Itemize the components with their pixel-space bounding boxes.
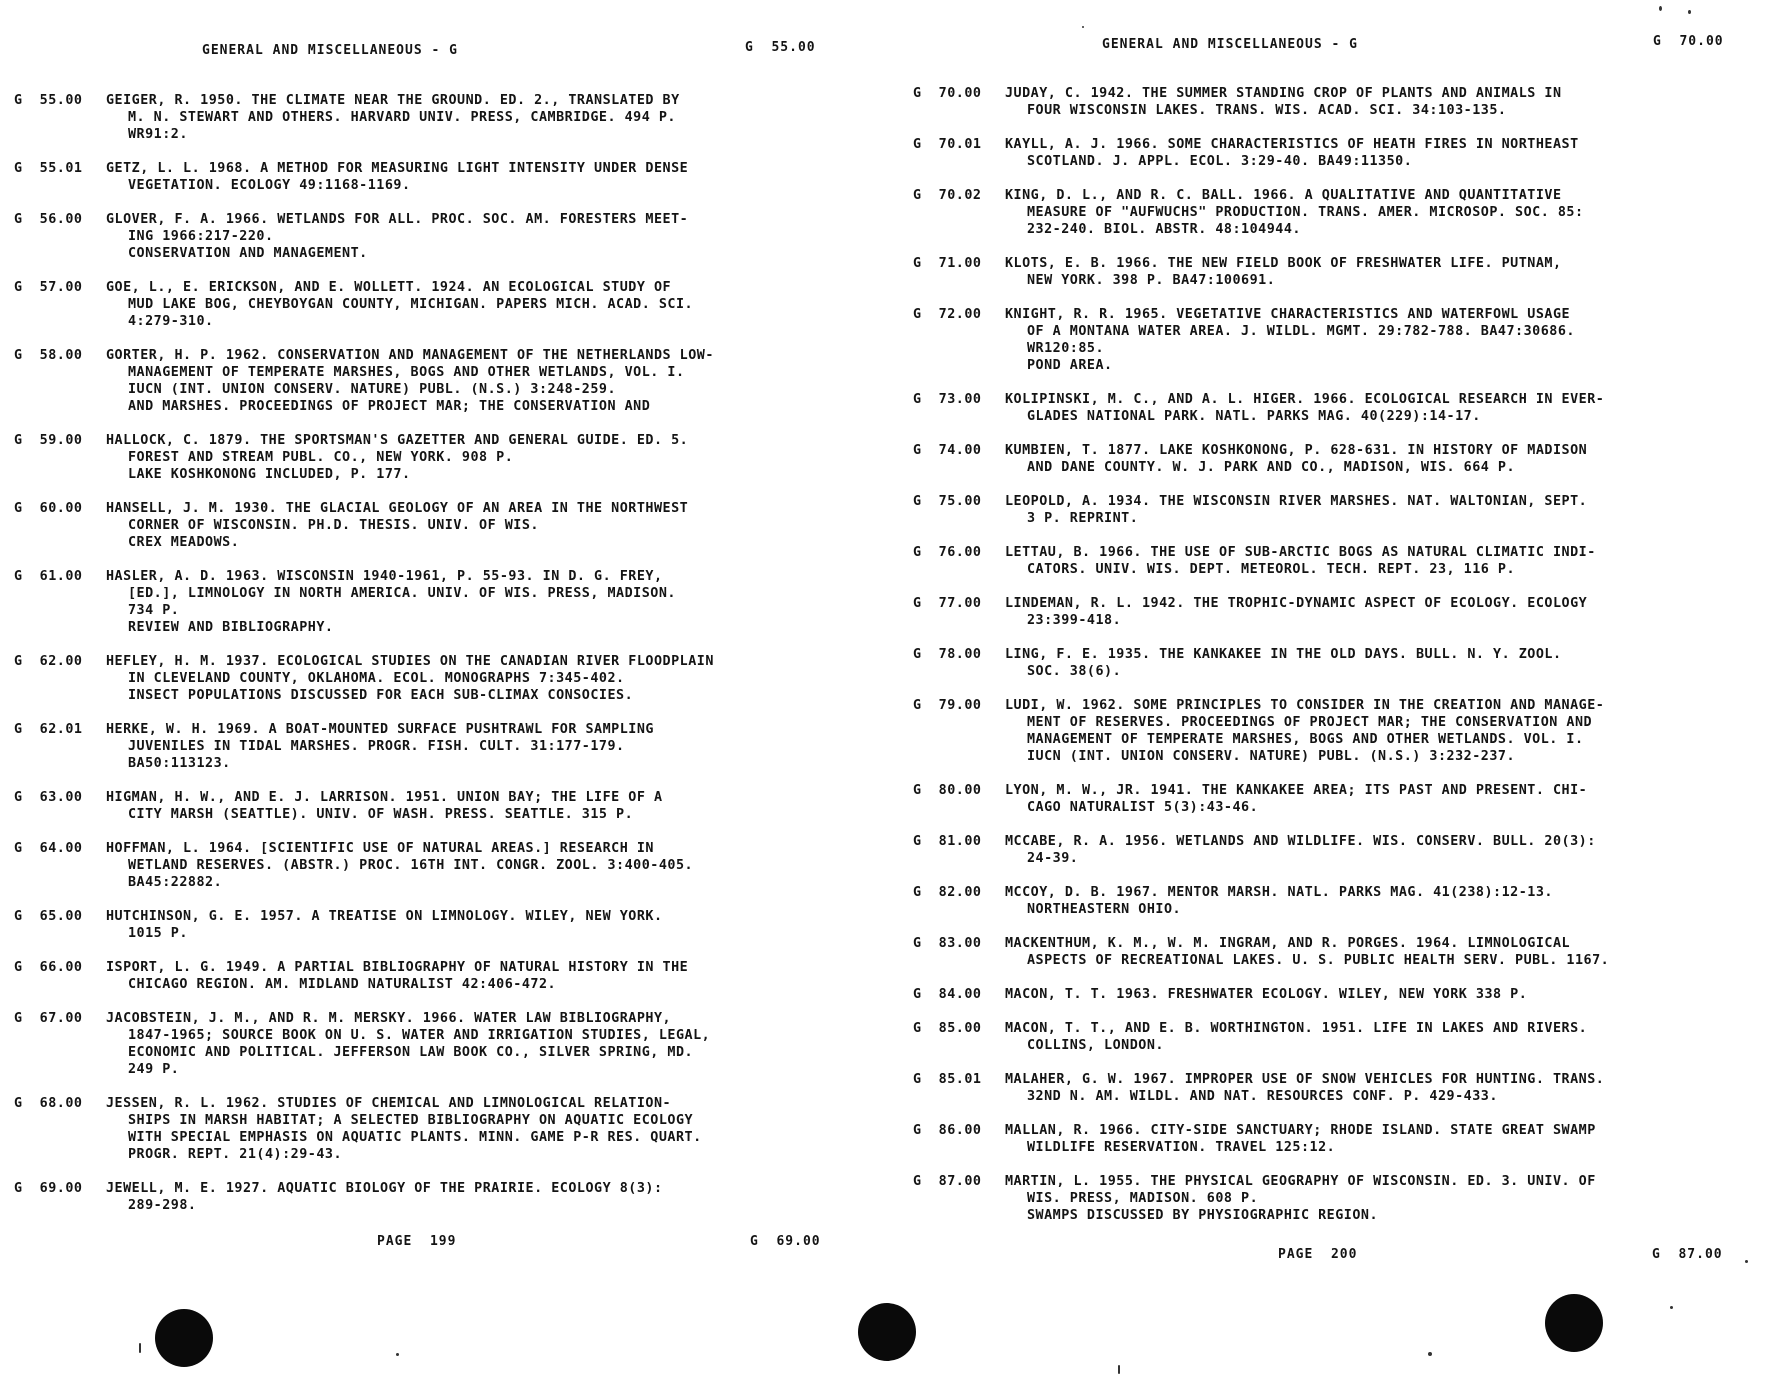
citation-line: HIGMAN, H. W., AND E. J. LARRISON. 1951. UNION BAY; THE LIFE OF A	[106, 790, 663, 805]
bibliography-entry	[913, 544, 1785, 578]
entry-code: G 70.00	[913, 86, 982, 101]
entry-code: G 70.02	[913, 188, 982, 203]
citation-line: FOREST AND STREAM PUBL. CO., NEW YORK. 908 P.	[128, 450, 514, 465]
bibliography-entry	[14, 840, 874, 891]
citation-line: BA50:113123.	[128, 756, 231, 771]
bibliography-entry	[913, 833, 1785, 867]
entry-code: G 67.00	[14, 1011, 83, 1026]
citation-line: MCCOY, D. B. 1967. MENTOR MARSH. NATL. PARKS MAG. 41(238):12-13.	[1005, 885, 1553, 900]
bibliography-entry	[913, 1173, 1785, 1224]
citation-line: M. N. STEWART AND OTHERS. HARVARD UNIV. PRESS, CAMBRIDGE. 494 P.	[128, 110, 676, 125]
citation-line: MACON, T. T. 1963. FRESHWATER ECOLOGY. WILEY, NEW YORK 338 P.	[1005, 987, 1528, 1002]
entry-code: G 59.00	[14, 433, 83, 448]
citation-line: KUMBIEN, T. 1877. LAKE KOSHKONONG, P. 628-631. IN HISTORY OF MADISON	[1005, 443, 1588, 458]
citation-line: COLLINS, LONDON.	[1027, 1038, 1164, 1053]
citation-line: IUCN (INT. UNION CONSERV. NATURE) PUBL. (N.S.) 3:232-237.	[1027, 749, 1516, 764]
entry-citation	[1005, 493, 1785, 527]
citation-line: CORNER OF WISCONSIN. PH.D. THESIS. UNIV. OF WIS.	[128, 518, 539, 533]
citation-line: MCCABE, R. A. 1956. WETLANDS AND WILDLIFE. WIS. CONSERV. BULL. 20(3):	[1005, 834, 1596, 849]
entry-list	[913, 85, 1785, 1224]
citation-line: POND AREA.	[1027, 358, 1113, 373]
scan-speck	[1428, 1352, 1432, 1356]
citation-line: IN CLEVELAND COUNTY, OKLAHOMA. ECOL. MONOGRAPHS 7:345-402.	[128, 671, 625, 686]
citation-line: IUCN (INT. UNION CONSERV. NATURE) PUBL. (N.S.) 3:248-259.	[128, 382, 617, 397]
citation-line: LEOPOLD, A. 1934. THE WISCONSIN RIVER MARSHES. NAT. WALTONIAN, SEPT.	[1005, 494, 1588, 509]
citation-line: MACON, T. T., AND E. B. WORTHINGTON. 1951. LIFE IN LAKES AND RIVERS.	[1005, 1021, 1588, 1036]
citation-line: HUTCHINSON, G. E. 1957. A TREATISE ON LIMNOLOGY. WILEY, NEW YORK.	[106, 909, 663, 924]
bibliography-entry	[14, 347, 874, 415]
citation-line: HALLOCK, C. 1879. THE SPORTSMAN'S GAZETTER AND GENERAL GUIDE. ED. 5.	[106, 433, 689, 448]
bibliography-entry	[14, 908, 874, 942]
entry-citation	[1005, 1173, 1785, 1224]
bibliography-entry	[14, 92, 874, 143]
citation-line: REVIEW AND BIBLIOGRAPHY.	[128, 620, 334, 635]
entry-code: G 83.00	[913, 936, 982, 951]
entry-code: G 77.00	[913, 596, 982, 611]
citation-line: MALAHER, G. W. 1967. IMPROPER USE OF SNOW VEHICLES FOR HUNTING. TRANS.	[1005, 1072, 1605, 1087]
page-footer-number: PAGE 199	[377, 1234, 457, 1249]
citation-line: SCOTLAND. J. APPL. ECOL. 3:29-40. BA49:11350.	[1027, 154, 1413, 169]
citation-line: KAYLL, A. J. 1966. SOME CHARACTERISTICS OF HEATH FIRES IN NORTHEAST	[1005, 137, 1579, 152]
entry-citation	[106, 908, 874, 942]
bibliography-entry	[14, 432, 874, 483]
entry-citation	[1005, 255, 1785, 289]
entry-citation	[1005, 85, 1785, 119]
citation-line: WITH SPECIAL EMPHASIS ON AQUATIC PLANTS. MINN. GAME P-R RES. QUART.	[128, 1130, 702, 1145]
citation-line: WETLAND RESERVES. (ABSTR.) PROC. 16TH INT. CONGR. ZOOL. 3:400-405.	[128, 858, 694, 873]
citation-line: LETTAU, B. 1966. THE USE OF SUB-ARCTIC BOGS AS NATURAL CLIMATIC INDI-	[1005, 545, 1596, 560]
bibliography-entry	[14, 211, 874, 262]
entry-citation	[1005, 1071, 1785, 1105]
entry-citation	[1005, 884, 1785, 918]
bibliography-entry	[913, 697, 1785, 765]
citation-line: GORTER, H. P. 1962. CONSERVATION AND MANAGEMENT OF THE NETHERLANDS LOW-	[106, 348, 714, 363]
bibliography-entry	[14, 789, 874, 823]
citation-line: SOC. 38(6).	[1027, 664, 1122, 679]
entry-code: G 69.00	[14, 1181, 83, 1196]
citation-line: CITY MARSH (SEATTLE). UNIV. OF WASH. PRESS. SEATTLE. 315 P.	[128, 807, 634, 822]
citation-line: LING, F. E. 1935. THE KANKAKEE IN THE OLD DAYS. BULL. N. Y. ZOOL.	[1005, 647, 1562, 662]
entry-citation	[1005, 544, 1785, 578]
bibliography-entry	[913, 782, 1785, 816]
entry-citation	[106, 959, 874, 993]
citation-line: GLADES NATIONAL PARK. NATL. PARKS MAG. 40(229):14-17.	[1027, 409, 1481, 424]
scan-speck	[139, 1343, 141, 1353]
entry-code: G 86.00	[913, 1123, 982, 1138]
entry-code: G 76.00	[913, 545, 982, 560]
citation-line: ISPORT, L. G. 1949. A PARTIAL BIBLIOGRAPHY OF NATURAL HISTORY IN THE	[106, 960, 689, 975]
citation-line: MALLAN, R. 1966. CITY-SIDE SANCTUARY; RHODE ISLAND. STATE GREAT SWAMP	[1005, 1123, 1596, 1138]
entry-code: G 61.00	[14, 569, 83, 584]
bibliography-entry	[913, 85, 1785, 119]
citation-line: 1015 P.	[128, 926, 188, 941]
bibliography-entry	[14, 653, 874, 704]
page-footer-number: PAGE 200	[1278, 1247, 1358, 1262]
citation-line: AND MARSHES. PROCEEDINGS OF PROJECT MAR; THE CONSERVATION AND	[128, 399, 651, 414]
entry-citation	[106, 500, 874, 551]
entry-citation	[1005, 833, 1785, 867]
bibliography-entry	[913, 391, 1785, 425]
citation-line: 32ND N. AM. WILDL. AND NAT. RESOURCES CONF. P. 429-433.	[1027, 1089, 1498, 1104]
entry-code: G 58.00	[14, 348, 83, 363]
entry-code: G 57.00	[14, 280, 83, 295]
entry-code: G 64.00	[14, 841, 83, 856]
bibliography-entry	[913, 1122, 1785, 1156]
entry-citation	[106, 653, 874, 704]
left-page	[0, 0, 880, 1380]
entry-code: G 73.00	[913, 392, 982, 407]
citation-line: MACKENTHUM, K. M., W. M. INGRAM, AND R. PORGES. 1964. LIMNOLOGICAL	[1005, 936, 1571, 951]
entry-code: G 55.01	[14, 161, 83, 176]
citation-line: 232-240. BIOL. ABSTR. 48:104944.	[1027, 222, 1301, 237]
citation-line: CATORS. UNIV. WIS. DEPT. METEOROL. TECH. REPT. 23, 116 P.	[1027, 562, 1516, 577]
bibliography-entry	[913, 255, 1785, 289]
citation-line: VEGETATION. ECOLOGY 49:1168-1169.	[128, 178, 411, 193]
entry-code: G 65.00	[14, 909, 83, 924]
entry-code: G 68.00	[14, 1096, 83, 1111]
bibliography-entry	[913, 493, 1785, 527]
bibliography-entry	[14, 279, 874, 330]
entry-code: G 85.01	[913, 1072, 982, 1087]
entry-code: G 56.00	[14, 212, 83, 227]
entry-citation	[1005, 782, 1785, 816]
citation-line: FOUR WISCONSIN LAKES. TRANS. WIS. ACAD. SCI. 34:103-135.	[1027, 103, 1507, 118]
citation-line: MANAGEMENT OF TEMPERATE MARSHES, BOGS AND OTHER WETLANDS, VOL. I.	[128, 365, 685, 380]
citation-line: SHIPS IN MARSH HABITAT; A SELECTED BIBLIOGRAPHY ON AQUATIC ECOLOGY	[128, 1113, 694, 1128]
entry-citation	[106, 160, 874, 194]
citation-line: NORTHEASTERN OHIO.	[1027, 902, 1182, 917]
bibliography-entry	[913, 935, 1785, 969]
page-header-range: G 70.00	[1653, 34, 1724, 49]
citation-line: PROGR. REPT. 21(4):29-43.	[128, 1147, 343, 1162]
citation-line: 249 P.	[128, 1062, 180, 1077]
entry-code: G 80.00	[913, 783, 982, 798]
citation-line: KOLIPINSKI, M. C., AND A. L. HIGER. 1966. ECOLOGICAL RESEARCH IN EVER-	[1005, 392, 1605, 407]
entry-citation	[106, 568, 874, 636]
entry-code: G 62.00	[14, 654, 83, 669]
citation-line: KLOTS, E. B. 1966. THE NEW FIELD BOOK OF FRESHWATER LIFE. PUTNAM,	[1005, 256, 1562, 271]
entry-citation	[1005, 697, 1785, 765]
citation-line: JEWELL, M. E. 1927. AQUATIC BIOLOGY OF THE PRAIRIE. ECOLOGY 8(3):	[106, 1181, 663, 1196]
citation-line: JUVENILES IN TIDAL MARSHES. PROGR. FISH. CULT. 31:177-179.	[128, 739, 625, 754]
bibliography-entry	[14, 500, 874, 551]
citation-line: GETZ, L. L. 1968. A METHOD FOR MEASURING LIGHT INTENSITY UNDER DENSE	[106, 161, 689, 176]
citation-line: HOFFMAN, L. 1964. [SCIENTIFIC USE OF NATURAL AREAS.] RESEARCH IN	[106, 841, 654, 856]
citation-line: 4:279-310.	[128, 314, 214, 329]
bibliography-entry	[913, 986, 1785, 1003]
entry-citation	[1005, 1122, 1785, 1156]
citation-line: MUD LAKE BOG, CHEYBOYGAN COUNTY, MICHIGAN. PAPERS MICH. ACAD. SCI.	[128, 297, 694, 312]
entry-citation	[106, 432, 874, 483]
entry-citation	[1005, 136, 1785, 170]
citation-line: GOE, L., E. ERICKSON, AND E. WOLLETT. 1924. AN ECOLOGICAL STUDY OF	[106, 280, 672, 295]
page-footer-range: G 69.00	[750, 1234, 821, 1249]
scan-speck	[396, 1353, 399, 1356]
citation-line: 1847-1965; SOURCE BOOK ON U. S. WATER AND IRRIGATION STUDIES, LEGAL,	[128, 1028, 711, 1043]
scan-speck	[1082, 26, 1084, 28]
entry-citation	[106, 92, 874, 143]
entry-citation	[1005, 1020, 1785, 1054]
citation-line: WIS. PRESS, MADISON. 608 P.	[1027, 1191, 1259, 1206]
entry-code: G 60.00	[14, 501, 83, 516]
entry-citation	[1005, 986, 1785, 1003]
citation-line: ING 1966:217-220.	[128, 229, 274, 244]
citation-line: CHICAGO REGION. AM. MIDLAND NATURALIST 42:406-472.	[128, 977, 557, 992]
entry-code: G 74.00	[913, 443, 982, 458]
entry-code: G 82.00	[913, 885, 982, 900]
bibliography-entry	[913, 595, 1785, 629]
citation-line: WR120:85.	[1027, 341, 1105, 356]
entry-citation	[1005, 442, 1785, 476]
page-header-title: GENERAL AND MISCELLANEOUS - G	[202, 43, 458, 58]
entry-code: G 71.00	[913, 256, 982, 271]
punch-hole	[155, 1309, 213, 1367]
page-header-title: GENERAL AND MISCELLANEOUS - G	[1102, 37, 1358, 52]
entry-list	[14, 92, 874, 1214]
citation-line: AND DANE COUNTY. W. J. PARK AND CO., MADISON, WIS. 664 P.	[1027, 460, 1516, 475]
entry-citation	[106, 789, 874, 823]
entry-code: G 55.00	[14, 93, 83, 108]
citation-line: INSECT POPULATIONS DISCUSSED FOR EACH SUB-CLIMAX CONSOCIES.	[128, 688, 634, 703]
entry-citation	[106, 211, 874, 262]
bibliography-entry	[14, 160, 874, 194]
entry-citation	[106, 721, 874, 772]
citation-line: 3 P. REPRINT.	[1027, 511, 1139, 526]
citation-line: 23:399-418.	[1027, 613, 1122, 628]
citation-line: MEASURE OF "AUFWUCHS" PRODUCTION. TRANS. AMER. MICROSOP. SOC. 85:	[1027, 205, 1584, 220]
bibliography-entry	[913, 1071, 1785, 1105]
entry-citation	[1005, 187, 1785, 238]
entry-code: G 85.00	[913, 1021, 982, 1036]
citation-line: HERKE, W. H. 1969. A BOAT-MOUNTED SURFACE PUSHTRAWL FOR SAMPLING	[106, 722, 654, 737]
bibliography-entry	[14, 721, 874, 772]
citation-line: MENT OF RESERVES. PROCEEDINGS OF PROJECT MAR; THE CONSERVATION AND	[1027, 715, 1593, 730]
citation-line: KING, D. L., AND R. C. BALL. 1966. A QUALITATIVE AND QUANTITATIVE	[1005, 188, 1562, 203]
entry-code: G 70.01	[913, 137, 982, 152]
entry-code: G 63.00	[14, 790, 83, 805]
entry-citation	[1005, 935, 1785, 969]
punch-hole	[1545, 1294, 1603, 1352]
citation-line: KNIGHT, R. R. 1965. VEGETATIVE CHARACTERISTICS AND WATERFOWL USAGE	[1005, 307, 1571, 322]
page-header-range: G 55.00	[745, 40, 816, 55]
page-footer-range: G 87.00	[1652, 1247, 1723, 1262]
citation-line: 734 P.	[128, 603, 180, 618]
citation-line: NEW YORK. 398 P. BA47:100691.	[1027, 273, 1276, 288]
bibliography-entry	[913, 884, 1785, 918]
bibliography-entry	[14, 568, 874, 636]
scan-speck	[1670, 1306, 1673, 1309]
bibliography-entry	[14, 959, 874, 993]
citation-line: CONSERVATION AND MANAGEMENT.	[128, 246, 368, 261]
bibliography-entry	[913, 187, 1785, 238]
bibliography-entry	[913, 136, 1785, 170]
citation-line: LUDI, W. 1962. SOME PRINCIPLES TO CONSIDER IN THE CREATION AND MANAGE-	[1005, 698, 1605, 713]
citation-line: LAKE KOSHKONONG INCLUDED, P. 177.	[128, 467, 411, 482]
citation-line: WILDLIFE RESERVATION. TRAVEL 125:12.	[1027, 1140, 1336, 1155]
citation-line: CREX MEADOWS.	[128, 535, 240, 550]
entry-citation	[106, 840, 874, 891]
citation-line: [ED.], LIMNOLOGY IN NORTH AMERICA. UNIV. OF WIS. PRESS, MADISON.	[128, 586, 676, 601]
citation-line: LYON, M. W., JR. 1941. THE KANKAKEE AREA; ITS PAST AND PRESENT. CHI-	[1005, 783, 1588, 798]
entry-citation	[106, 1010, 874, 1078]
bibliography-entry	[14, 1095, 874, 1163]
citation-line: HEFLEY, H. M. 1937. ECOLOGICAL STUDIES ON THE CANADIAN RIVER FLOODPLAIN	[106, 654, 714, 669]
entry-code: G 72.00	[913, 307, 982, 322]
citation-line: JESSEN, R. L. 1962. STUDIES OF CHEMICAL AND LIMNOLOGICAL RELATION-	[106, 1096, 672, 1111]
citation-line: GLOVER, F. A. 1966. WETLANDS FOR ALL. PROC. SOC. AM. FORESTERS MEET-	[106, 212, 689, 227]
citation-line: 289-298.	[128, 1198, 197, 1213]
citation-line: JACOBSTEIN, J. M., AND R. M. MERSKY. 1966. WATER LAW BIBLIOGRAPHY,	[106, 1011, 672, 1026]
citation-line: HANSELL, J. M. 1930. THE GLACIAL GEOLOGY OF AN AREA IN THE NORTHWEST	[106, 501, 689, 516]
scan-speck	[1688, 10, 1691, 14]
citation-line: WR91:2.	[128, 127, 188, 142]
bibliography-entry	[14, 1010, 874, 1078]
entry-code: G 79.00	[913, 698, 982, 713]
bibliography-entry	[913, 442, 1785, 476]
entry-citation	[1005, 391, 1785, 425]
citation-line: GEIGER, R. 1950. THE CLIMATE NEAR THE GROUND. ED. 2., TRANSLATED BY	[106, 93, 680, 108]
bibliography-entry	[913, 646, 1785, 680]
entry-citation	[1005, 306, 1785, 374]
entry-citation	[106, 1180, 874, 1214]
entry-code: G 84.00	[913, 987, 982, 1002]
citation-line: ASPECTS OF RECREATIONAL LAKES. U. S. PUBLIC HEALTH SERV. PUBL. 1167.	[1027, 953, 1610, 968]
citation-line: SWAMPS DISCUSSED BY PHYSIOGRAPHIC REGION.	[1027, 1208, 1379, 1223]
entry-code: G 75.00	[913, 494, 982, 509]
citation-line: MANAGEMENT OF TEMPERATE MARSHES, BOGS AND OTHER WETLANDS. VOL. I.	[1027, 732, 1584, 747]
entry-code: G 78.00	[913, 647, 982, 662]
entry-citation	[106, 279, 874, 330]
punch-hole	[858, 1303, 916, 1361]
citation-line: 24-39.	[1027, 851, 1079, 866]
bibliography-entry	[913, 306, 1785, 374]
bibliography-entry	[14, 1180, 874, 1214]
scan-speck	[1118, 1365, 1120, 1374]
citation-line: CAGO NATURALIST 5(3):43-46.	[1027, 800, 1259, 815]
entry-code: G 62.01	[14, 722, 83, 737]
citation-line: OF A MONTANA WATER AREA. J. WILDL. MGMT. 29:782-788. BA47:30686.	[1027, 324, 1575, 339]
entry-citation	[1005, 646, 1785, 680]
entry-citation	[1005, 595, 1785, 629]
citation-line: JUDAY, C. 1942. THE SUMMER STANDING CROP OF PLANTS AND ANIMALS IN	[1005, 86, 1562, 101]
entry-citation	[106, 1095, 874, 1163]
citation-line: LINDEMAN, R. L. 1942. THE TROPHIC-DYNAMIC ASPECT OF ECOLOGY. ECOLOGY	[1005, 596, 1588, 611]
right-page	[900, 0, 1791, 1380]
entry-citation	[106, 347, 874, 415]
scan-speck	[1745, 1260, 1748, 1263]
citation-line: ECONOMIC AND POLITICAL. JEFFERSON LAW BOOK CO., SILVER SPRING, MD.	[128, 1045, 694, 1060]
entry-code: G 81.00	[913, 834, 982, 849]
citation-line: MARTIN, L. 1955. THE PHYSICAL GEOGRAPHY OF WISCONSIN. ED. 3. UNIV. OF	[1005, 1174, 1596, 1189]
entry-code: G 87.00	[913, 1174, 982, 1189]
citation-line: HASLER, A. D. 1963. WISCONSIN 1940-1961, P. 55-93. IN D. G. FREY,	[106, 569, 663, 584]
bibliography-entry	[913, 1020, 1785, 1054]
citation-line: BA45:22882.	[128, 875, 223, 890]
scan-speck	[1659, 6, 1662, 11]
entry-code: G 66.00	[14, 960, 83, 975]
